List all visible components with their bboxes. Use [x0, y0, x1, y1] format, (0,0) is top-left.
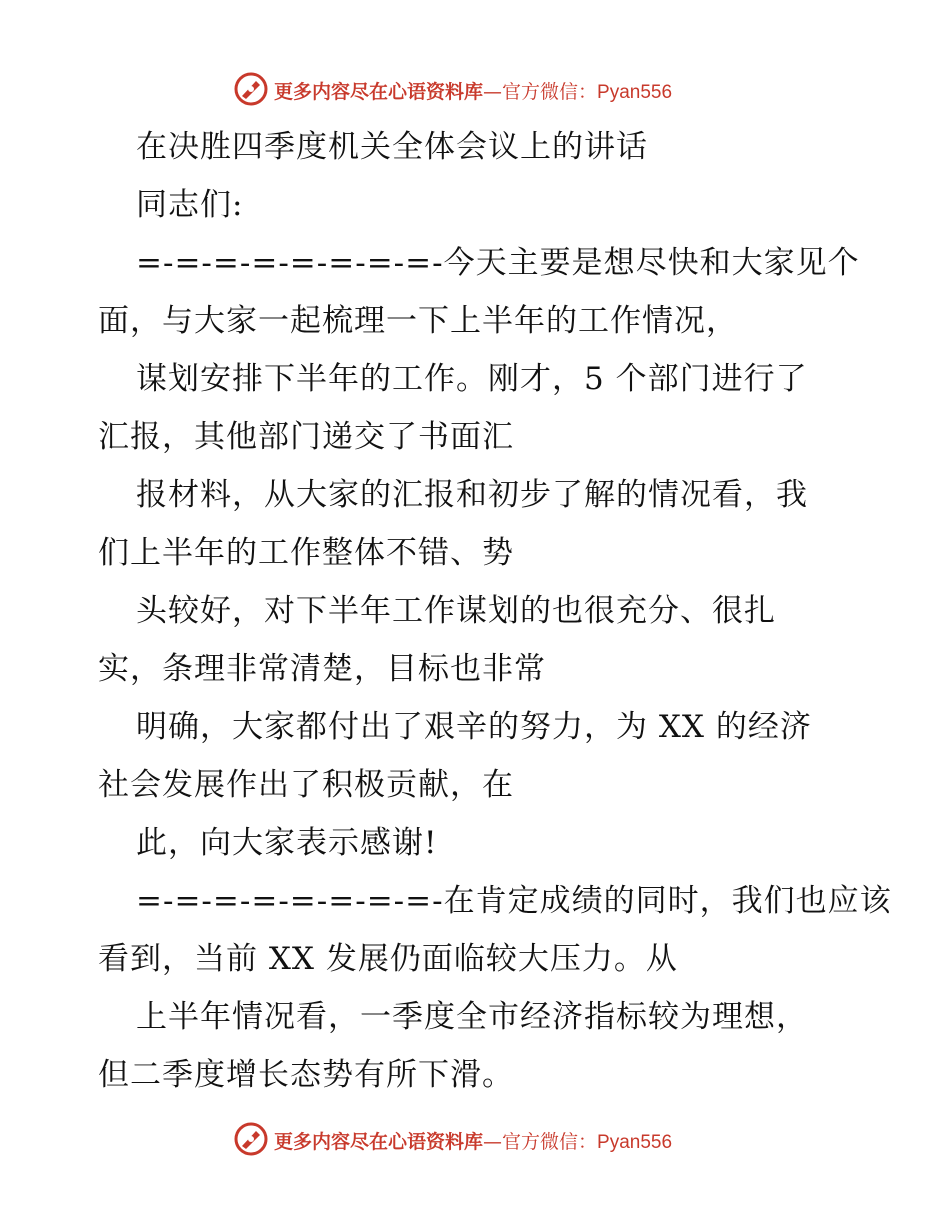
banner-wechat-label: 官方微信： [502, 81, 598, 103]
text-line: 看到，当前 XX 发展仍面临较大压力。从 [98, 941, 678, 977]
banner-wechat-label: 官方微信： [502, 1131, 598, 1153]
header-banner [0, 70, 950, 110]
text-line: 谋划安排下半年的工作。刚才，5 个部门进行了 [136, 361, 808, 397]
banner-dash: — [483, 81, 503, 103]
text-line: =-=-=-=-=-=-=-=-在肯定成绩的同时，我们也应该 [136, 883, 892, 919]
text-line: 但二季度增长态势有所下滑。 [98, 1057, 514, 1093]
text-line: =-=-=-=-=-=-=-=-今天主要是想尽快和大家见个 [136, 245, 860, 281]
text-line: 实，条理非常清楚，目标也非常 [98, 651, 546, 687]
banner-dash: — [483, 1131, 503, 1153]
text-line: 们上半年的工作整体不错、势 [98, 535, 514, 571]
pen-logo-icon [234, 1122, 268, 1156]
banner-text [274, 1127, 672, 1154]
text-line: 头较好，对下半年工作谋划的也很充分、很扎 [136, 593, 776, 629]
pen-logo-icon [234, 72, 268, 106]
text-line: 面，与大家一起梳理一下上半年的工作情况， [98, 303, 738, 339]
text-line: 社会发展作出了积极贡献，在 [98, 767, 514, 803]
text-line: 报材料，从大家的汇报和初步了解的情况看，我 [136, 477, 808, 513]
doc-title: 在决胜四季度机关全体会议上的讲话 [136, 129, 648, 165]
footer-banner [0, 1120, 950, 1160]
banner-wechat-id: Pyan556 [597, 82, 673, 103]
salutation: 同志们: [136, 187, 244, 223]
banner-text [274, 77, 672, 104]
text-line: 汇报，其他部门递交了书面汇 [98, 419, 514, 455]
banner-wechat-id: Pyan556 [597, 1132, 673, 1153]
banner-brand: 更多内容尽在心语资料库 [274, 81, 484, 103]
text-line: 明确，大家都付出了艰辛的努力，为 XX 的经济 [136, 709, 812, 745]
text-line: 此，向大家表示感谢! [136, 825, 438, 861]
banner-brand: 更多内容尽在心语资料库 [274, 1131, 484, 1153]
text-line: 上半年情况看，一季度全市经济指标较为理想， [136, 999, 808, 1035]
